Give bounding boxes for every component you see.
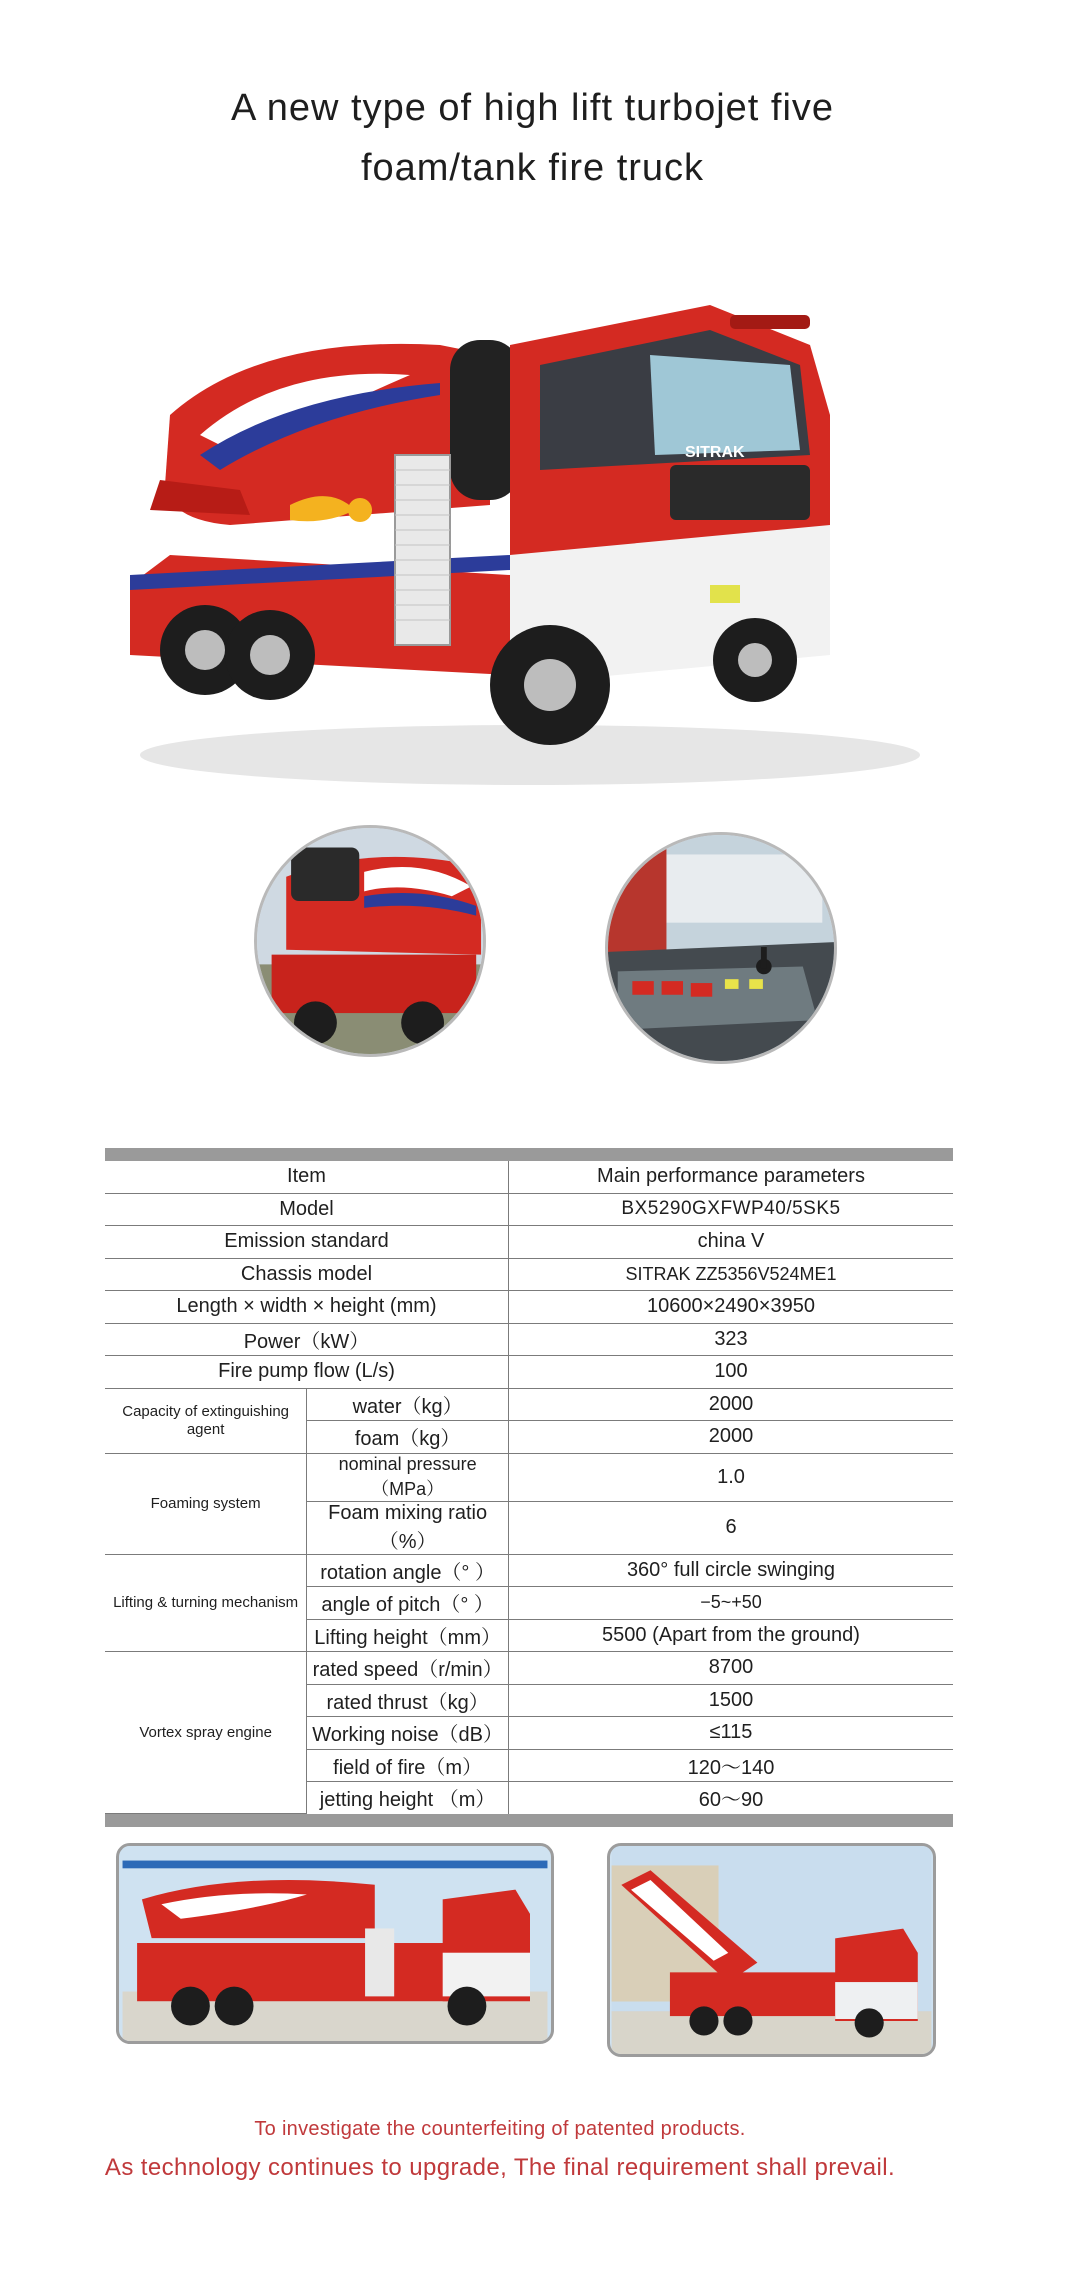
row-label: Power（kW） xyxy=(105,1323,509,1356)
table-row xyxy=(105,1161,953,1193)
row-value: 100 xyxy=(509,1356,954,1389)
title-line-1: A new type of high lift turbojet five xyxy=(230,87,835,129)
row-value: 2000 xyxy=(509,1388,954,1421)
row-value: 2000 xyxy=(509,1421,954,1454)
row-value: 323 xyxy=(509,1323,954,1356)
row-value: 1.0 xyxy=(509,1453,954,1501)
row-value: ≤115 xyxy=(509,1717,954,1750)
row-label: Working noise（dB） xyxy=(307,1717,509,1750)
group-label-capacity: Capacity of extinguishing agent xyxy=(105,1388,307,1453)
row-value: BX5290GXFWP40/5SK5 xyxy=(509,1193,954,1226)
control-panel-detail-image xyxy=(605,832,837,1064)
row-value: 360° full circle swinging xyxy=(509,1554,954,1587)
table-row xyxy=(105,1291,953,1324)
turbojet-detail-image xyxy=(254,825,486,1057)
table-row xyxy=(105,1652,953,1685)
row-value: 6 xyxy=(509,1501,954,1554)
patent-notice: To investigate the counterfeiting of patented products. xyxy=(254,2118,746,2140)
upgrade-notice: As technology continues to upgrade, The final requirement shall prevail. xyxy=(104,2154,896,2181)
table-row xyxy=(105,1554,953,1587)
table-row xyxy=(105,1226,953,1259)
row-label: nominal pressure（MPa） xyxy=(307,1453,509,1501)
row-value: 5500 (Apart from the ground) xyxy=(509,1619,954,1652)
row-label: Emission standard xyxy=(105,1226,509,1259)
truck-side-view-image xyxy=(116,1843,554,2044)
table-row xyxy=(105,1323,953,1356)
row-value: 8700 xyxy=(509,1652,954,1685)
row-label: water（kg） xyxy=(307,1388,509,1421)
truck-lifted-view-image xyxy=(607,1843,936,2057)
sitrak-badge: SITRAK xyxy=(685,444,745,461)
table-row xyxy=(105,1258,953,1291)
group-label-lifting: Lifting & turning mechanism xyxy=(105,1554,307,1652)
row-value: SITRAK ZZ5356V524ME1 xyxy=(509,1258,954,1291)
row-label: Lifting height（mm） xyxy=(307,1619,509,1652)
row-label: rated thrust（kg） xyxy=(307,1684,509,1717)
title-line-2: foam/tank fire truck xyxy=(360,147,705,189)
table-row xyxy=(105,1193,953,1226)
specification-table xyxy=(105,1148,953,1827)
row-label: Model xyxy=(105,1193,509,1226)
row-label: jetting height （m） xyxy=(307,1782,509,1814)
page-title xyxy=(0,78,1065,198)
group-label-foaming: Foaming system xyxy=(105,1453,307,1554)
row-label: Foam mixing ratio（%） xyxy=(307,1501,509,1554)
table-row xyxy=(105,1356,953,1389)
row-value: 1500 xyxy=(509,1684,954,1717)
table-row xyxy=(105,1453,953,1501)
fire-truck-hero-image xyxy=(110,255,940,800)
row-value: china V xyxy=(509,1226,954,1259)
group-label-vortex: Vortex spray engine xyxy=(105,1652,307,1814)
header-parameters: Main performance parameters xyxy=(509,1161,954,1193)
row-label: field of fire（m） xyxy=(307,1749,509,1782)
row-label: angle of pitch（° ） xyxy=(307,1587,509,1620)
row-value: 120～140 xyxy=(509,1749,954,1782)
row-value: −5~+50 xyxy=(509,1587,954,1620)
row-label: Fire pump flow (L/s) xyxy=(105,1356,509,1389)
row-label: Length × width × height (mm) xyxy=(105,1291,509,1324)
row-value: 10600×2490×3950 xyxy=(509,1291,954,1324)
row-label: foam（kg） xyxy=(307,1421,509,1454)
row-label: Chassis model xyxy=(105,1258,509,1291)
row-label: rotation angle（° ） xyxy=(307,1554,509,1587)
table-row xyxy=(105,1388,953,1421)
header-item: Item xyxy=(105,1161,509,1193)
row-value: 60～90 xyxy=(698,1789,764,1812)
row-label: rated speed（r/min） xyxy=(307,1652,509,1685)
